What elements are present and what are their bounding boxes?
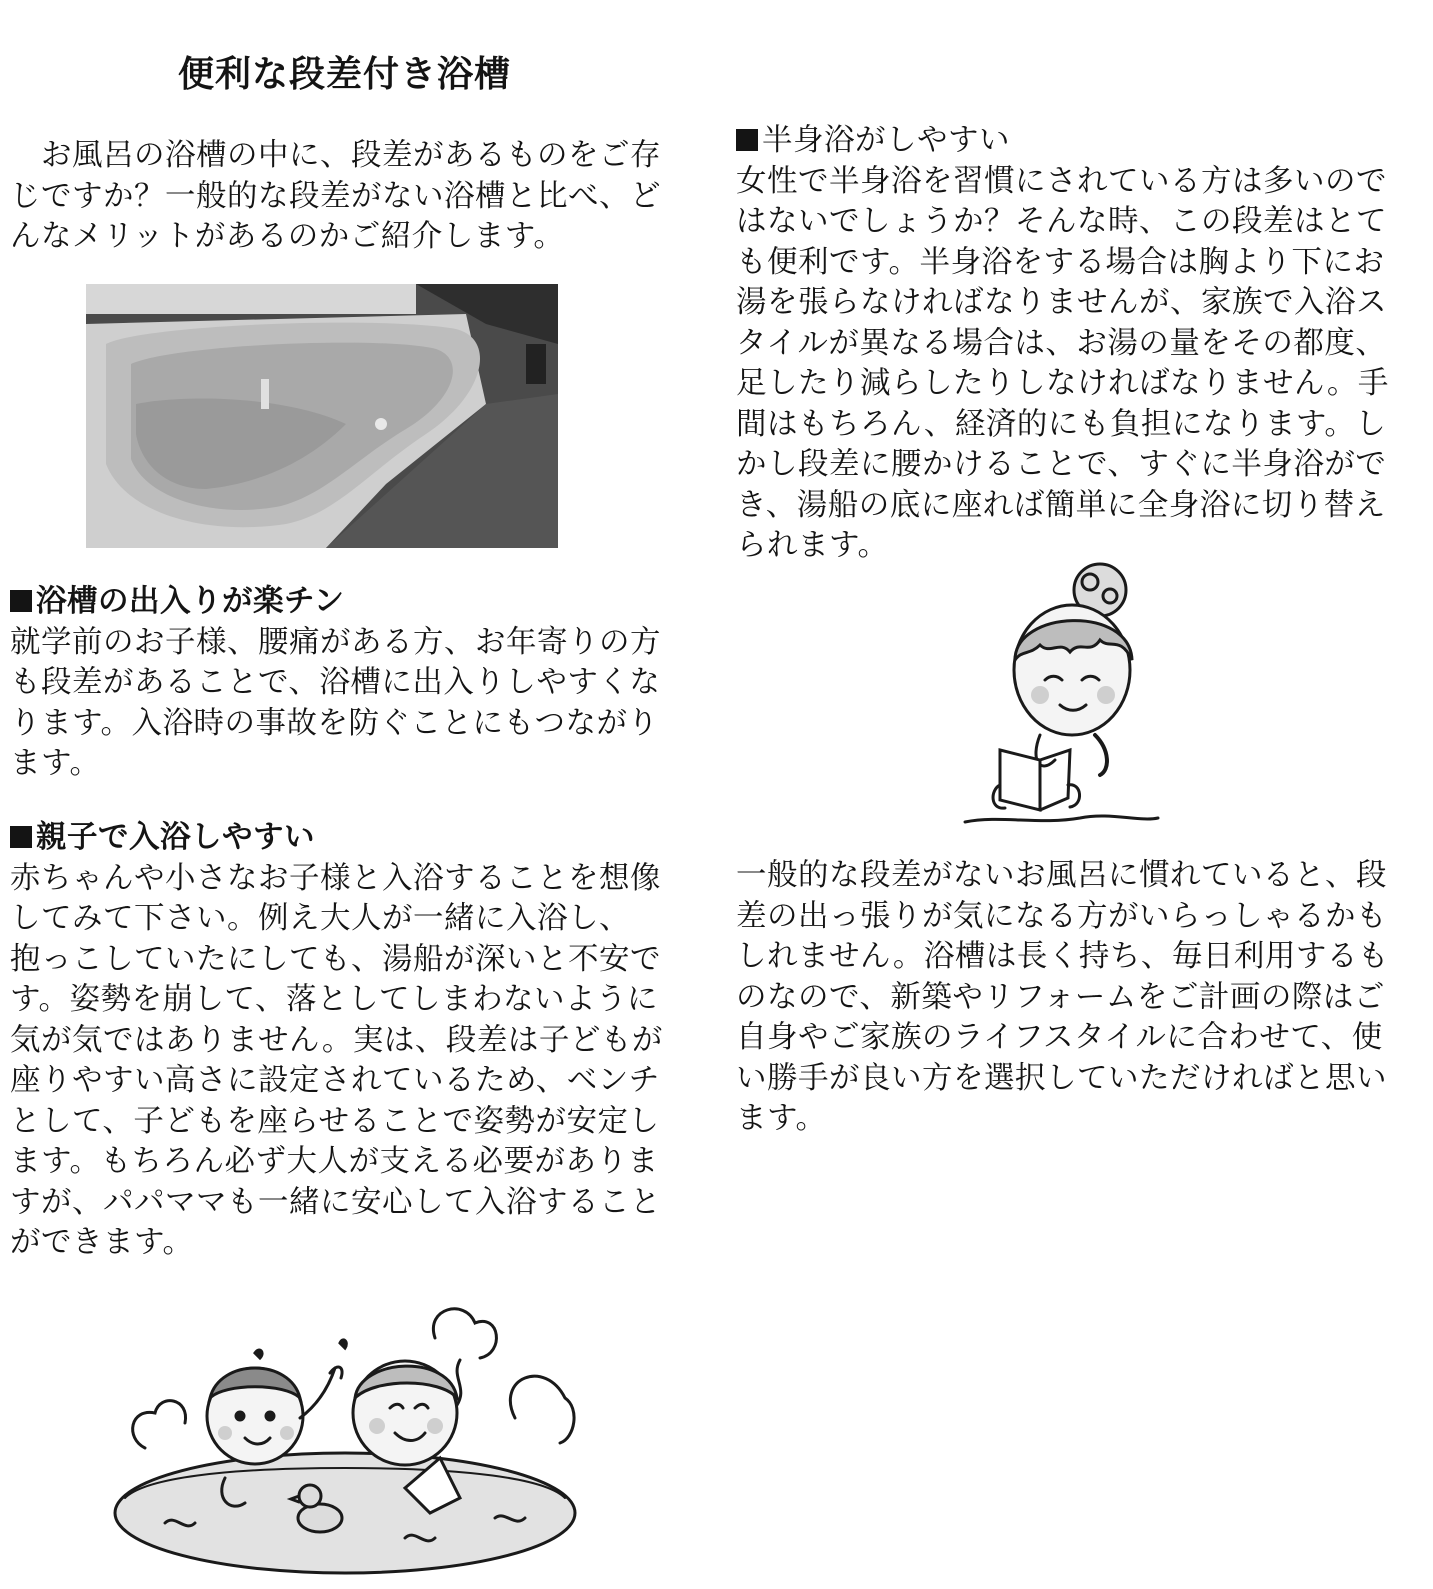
text-line: ます。 xyxy=(10,746,101,781)
page-title: 便利な段差付き浴槽 xyxy=(178,54,512,95)
section-heading xyxy=(10,818,663,859)
text-line: す。姿勢を崩して、落としてしまわないように xyxy=(10,982,658,1017)
text-line: 差の出っ張りが気になる方がいらっしゃるかも xyxy=(736,898,1387,934)
text-line: 赤ちゃんや小さなお子様と入浴することを想像 xyxy=(10,860,661,896)
text-line: 女性で半身浴を習慣にされている方は多いので xyxy=(736,163,1387,199)
text-line: はないでしょうか？そんな時、この段差はとて xyxy=(736,204,1387,239)
text-line: すが、パパママも一緒に安心して入浴すること xyxy=(10,1184,661,1220)
text-line: い勝手が良い方を選択していただければと思い xyxy=(736,1060,1387,1096)
section-heading xyxy=(736,121,1389,162)
text-line: 足したり減らしたりしなければなりません。手 xyxy=(736,366,1389,401)
text-line: き、湯船の底に座れば簡単に全身浴に切り替え xyxy=(736,487,1386,523)
text-line: しれません。浴槽は長く持ち、毎日利用するも xyxy=(736,939,1389,974)
text-line: ます。 xyxy=(736,1101,827,1136)
text-line: ります。入浴時の事故を防ぐことにもつながり xyxy=(10,705,659,741)
text-line: ます。もちろん必ず大人が支える必要がありま xyxy=(10,1144,659,1179)
text-line: ができます。 xyxy=(10,1225,194,1260)
text-line: かし段差に腰かけることで、すぐに半身浴がで xyxy=(736,447,1387,482)
section-easy-entry xyxy=(10,582,661,785)
text-line: 一般的な段差がないお風呂に慣れていると、段 xyxy=(736,858,1387,893)
section-heading xyxy=(10,582,661,623)
text-line: として、子どもを座らせることで姿勢が安定し xyxy=(10,1103,660,1139)
bathtub-photo xyxy=(86,284,558,548)
family-bath-illustration xyxy=(105,1298,585,1580)
bullet-square-icon xyxy=(736,129,758,151)
section-heading-text: 浴槽の出入りが楽チン xyxy=(36,584,345,619)
section-heading-text: 半身浴がしやすい xyxy=(762,123,1010,158)
text-line: られます。 xyxy=(736,528,889,563)
bullet-square-icon xyxy=(10,826,32,848)
woman-reading-illustration xyxy=(960,560,1160,828)
text-line: タイルが異なる場合は、お湯の量をその都度、 xyxy=(736,325,1387,361)
text-line: も便利です。半身浴をする場合は胸より下にお xyxy=(736,244,1385,280)
text-line: 自身やご家族のライフスタイルに合わせて、使 xyxy=(736,1020,1383,1055)
text-line: 座りやすい高さに設定されているため、ベンチ xyxy=(10,1063,660,1098)
text-line: お風呂の浴槽の中に、段差があるものをご存 xyxy=(10,138,661,173)
text-line: 就学前のお子様、腰痛がある方、お年寄りの方 xyxy=(10,624,661,660)
text-line: じですか？一般的な段差がない浴槽と比べ、ど xyxy=(10,178,661,214)
text-line: 間はもちろん、経済的にも負担になります。し xyxy=(736,406,1387,442)
text-line: 気が気ではありません。実は、段差は子どもが xyxy=(10,1022,663,1058)
text-line: 抱っこしていたにしても、湯船が深いと不安で xyxy=(10,941,661,977)
section-half-bath xyxy=(736,121,1389,567)
text-line: のなので、新築やリフォームをご計画の際はご xyxy=(736,979,1385,1015)
text-line: してみて下さい。例え大人が一緒に入浴し、 xyxy=(10,901,630,936)
text-line: んなメリットがあるのかご紹介します。 xyxy=(10,219,565,254)
bullet-square-icon xyxy=(10,590,32,612)
closing-paragraph xyxy=(736,856,1389,1140)
intro-paragraph xyxy=(10,136,661,258)
text-line: も段差があることで、浴槽に出入りしやすくな xyxy=(10,665,661,700)
section-heading-text: 親子で入浴しやすい xyxy=(36,820,315,855)
text-line: 湯を張らなければなりませんが、家族で入浴ス xyxy=(736,285,1387,320)
section-parent-child xyxy=(10,818,663,1264)
